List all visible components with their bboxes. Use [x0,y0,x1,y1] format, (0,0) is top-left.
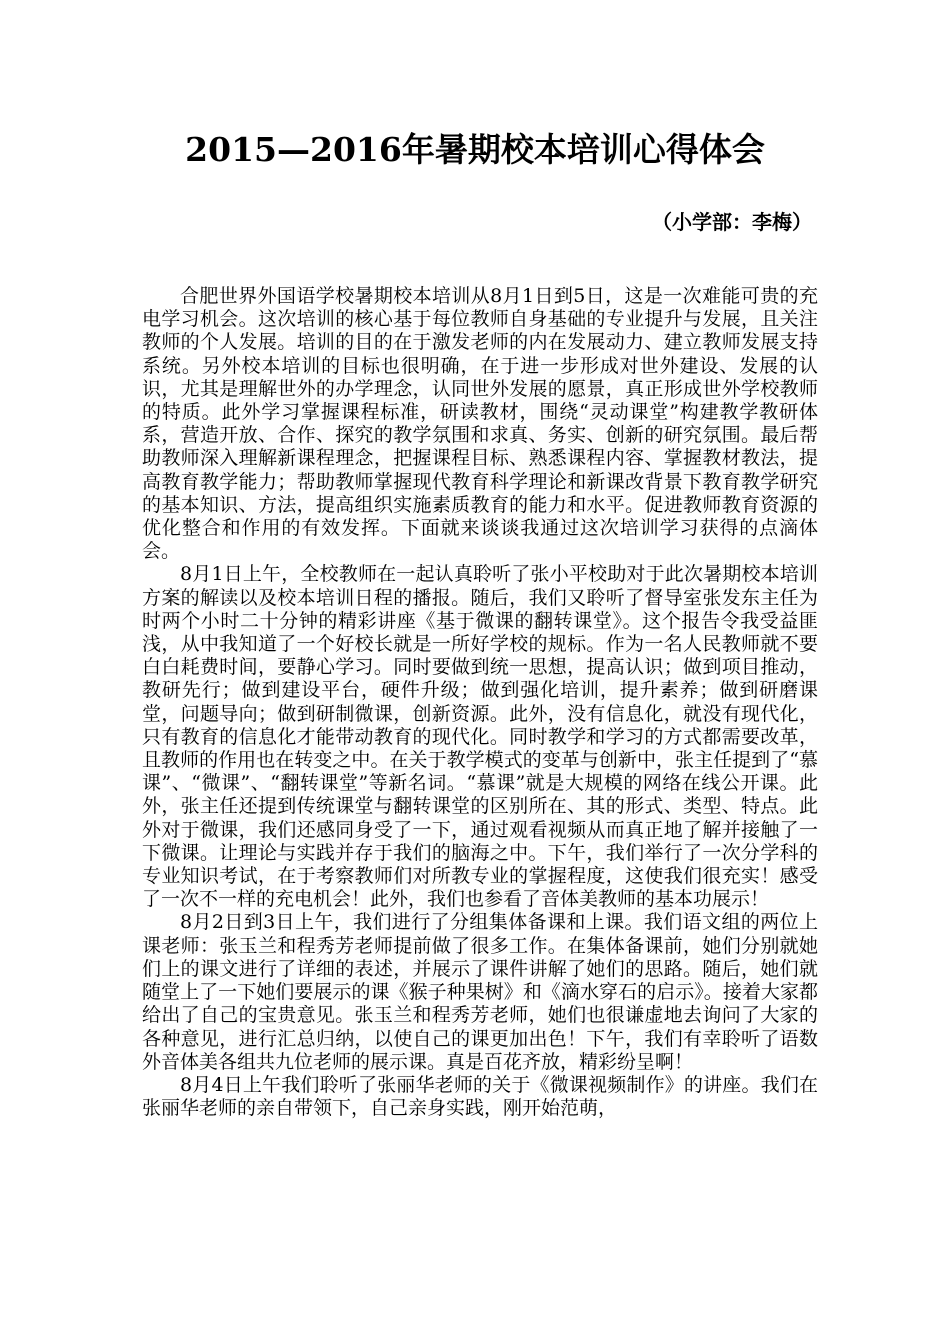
paragraph-2: 8月1日上午，全校教师在一起认真聆听了张小平校助对于此次暑期校本培训方案的解读以及校本培训日程的播报。随后，我们又聆听了督导室张发东主任为时两个小时二十分钟的精彩讲座《基于微课的翻转课堂》。这个报告令我受益匪浅，从中我知道了一个好校长就是一所好学校的规标。作为一名人民教师就不要白白耗费时间，要静心学习。同时要做到统一思想，提高认识；做到项目推动，教研先行；做到建设平台，硬件升级；做到强化培训，提升素养；做到研磨课堂，问题导向；做到研制微课，创新资源。此外，没有信息化，就没有现代化，只有教育的信息化才能带动教育的现代化。同时教学和学习的方式都需要改革，且教师的作用也在转变之中。在关于教学模式的变革与创新中，张主任提到了“慕课”、“微课”、“翻转课堂”等新名词。“慕课”就是大规模的网络在线公开课。此外，张主任还提到传统课堂与翻转课堂的区别所在、其的形式、类型、特点。此外对于微课，我们还感同身受了一下，通过观看视频从而真正地了解并接触了一下微课。让理论与实践并存于我们的脑海之中。下午，我们举行了一次分学科的专业知识考试，在于考察教师们对所教专业的掌握程度，这使我们很充实！感受了一次不一样的充电机会！此外，我们也参看了音体美教师的基本功展示！ [142,563,818,911]
paragraph-1: 合肥世界外国语学校暑期校本培训从8月1日到5日，这是一次难能可贵的充电学习机会。这次培训的核心基于每位教师自身基础的专业提升与发展，且关注教师的个人发展。培训的目的在于激发老师的内在发展动力、建立教师发展支持系统。另外校本培训的目标也很明确，在于进一步形成对世外建设、发展的认识，尤其是理解世外的办学理念，认同世外发展的愿景，真正形成世外学校教师的特质。此外学习掌握课程标准，研读教材，围绕“灵动课堂”构建教学教研体系，营造开放、合作、探究的教学氛围和求真、务实、创新的研究氛围。最后帮助教师深入理解新课程理念，把握课程目标、熟悉课程内容、掌握教材教法，提高教育教学能力；帮助教师掌握现代教育科学理论和新课改背景下教育教学研究的基本知识、方法，提高组织实施素质教育的能力和水平。促进教师教育资源的优化整合和作用的有效发挥。下面就来谈谈我通过这次培训学习获得的点滴体会。 [142,285,818,563]
document-title: 2015—2016年暑期校本培训心得体会 [185,130,765,169]
document-author: （小学部：李梅） [652,210,812,234]
document-body [142,285,818,1120]
paragraph-3: 8月2日到3日上午，我们进行了分组集体备课和上课。我们语文组的两位上课老师：张玉兰和程秀芳老师提前做了很多工作。在集体备课前，她们分别就她们上的课文进行了详细的表述，并展示了课件讲解了她们的思路。随后，她们就随堂上了一下她们要展示的课《猴子种果树》和《滴水穿石的启示》。接着大家都给出了自己的宝贵意见。张玉兰和程秀芳老师，她们也很谦虚地去询问了大家的各种意见，进行汇总归纳，以使自己的课更加出色！下午，我们有幸聆听了语数外音体美各组共九位老师的展示课。真是百花齐放，精彩纷呈啊！ [142,911,818,1073]
paragraph-4: 8月4日上午我们聆听了张丽华老师的关于《微课视频制作》的讲座。我们在张丽华老师的亲自带领下，自己亲身实践，刚开始范萌， [142,1073,818,1120]
